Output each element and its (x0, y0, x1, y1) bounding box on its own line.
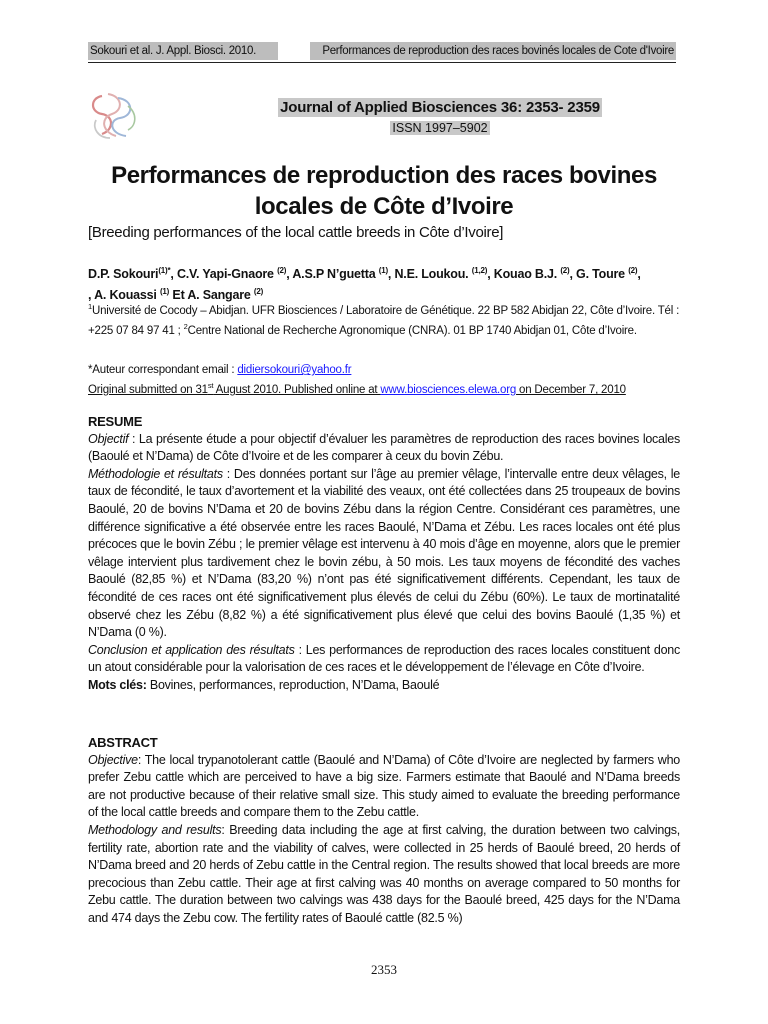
author-name: , A.S.P N’guetta (286, 267, 376, 282)
author-affil-mark: (2) (628, 266, 638, 275)
running-header (88, 42, 676, 63)
resume-heading: RESUME (88, 414, 143, 429)
abstract-objective-label: Objective (88, 752, 138, 767)
author-affil-mark: (2) (253, 287, 264, 297)
abstract-objective (88, 752, 680, 822)
paper-subtitle: [Breeding performances of the local cattle breeds in Côte d’Ivoire] (88, 224, 504, 241)
resume-conclusion-text: : Les performances de reproduction des races locales constituent donc un atout considérable pour la valorisation de ces races et le développement de l’élevage en Côte d’Ivoire. (88, 642, 680, 675)
author-name: , N.E. Loukou. (387, 267, 469, 282)
abstract-methodology (88, 822, 680, 928)
author-affil-mark: (1) (159, 287, 170, 297)
email-label: *Auteur correspondant email : (88, 364, 238, 376)
resume-objectif-label: Objectif (88, 431, 129, 446)
journal-title (200, 99, 680, 116)
author-affil-mark: (1)* (158, 266, 171, 275)
journal-issn-text: ISSN 1997–5902 (392, 121, 488, 135)
submission-line (88, 378, 680, 398)
resume-conclusion (88, 642, 680, 677)
affiliations (88, 299, 680, 340)
resume-methodologie-label: Méthodologie et résultats (88, 466, 223, 481)
resume-methodologie (88, 466, 680, 642)
affiliation-text: Université de Cocody – Abidjan. UFR Biosciences / Laboratoire de Génétique. 22 BP 582 Abidjan 22, Côte d’Ivoire. Tél : +225 07 84 97 41 ; (88, 304, 680, 338)
submission-text: on December 7, 2010 (516, 383, 626, 396)
author-name: D.P. Sokouri (88, 267, 159, 282)
page-number: 2353 (371, 962, 397, 977)
author-affil-mark: (2) (277, 266, 287, 275)
author-affil-mark: (2) (560, 266, 570, 275)
author-list: D.P. Sokouri$^{(1)*}$, C.V. Yapi-Gnaore $^{(2)}$, A.S.P N’guetta $^{(1)}$, N.E. Loukou. $^{(1,2)}$, Kouao B.J. $^{(2)}$, G. Toure $^{(2)}$, , A. Kouassi $^{(1)}$ Et A. Sangare $^{(2)}$ (88, 266, 641, 303)
author-name: , G. Toure (569, 267, 625, 282)
contact-info (88, 362, 680, 398)
resume-keywords (88, 677, 680, 695)
date-ordinal: st (207, 381, 214, 390)
abstract-objective-text: : The local trypanotolerant cattle (Baoulé and N’Dama) of Côte d’Ivoire are neglected by farmers who prefer Zebu cattle which are perceived to have a big size. Farmers estimate that Baoulé and N’Dama breeds are not productive because of their relative small size. This study aimed to evaluate the breeding performance of the local cattle breeds and compare them to the Zebu cattle. (88, 752, 680, 820)
journal-logo-icon (88, 90, 140, 142)
resume-section (88, 413, 680, 695)
abstract-methodology-text: : Breeding data including the age at first calving, the duration between two calvings, fertility rate, abortion rate and the viability of calves, were collected in 25 herds of Baoulé breed, 20 herds of N’Dama breed and 20 herds of Zebu cattle in the Central region. The results showed that local breeds are more precocious than Zebu cattle. Their age at first calving was 40 months on average compared to 50 months for Zebu cattle. The duration between two calvings was 438 days for the Baoulé breed, 425 days for the N’Dama and 474 days the Zebu cow. The fertility rates of Baoulé cattle (82.5 %) (88, 822, 680, 925)
resume-keywords-text: Bovines, performances, reproduction, N’Dama, Baoulé (146, 677, 440, 692)
resume-keywords-label: Mots clés: (88, 677, 147, 692)
author-name: , Kouao B.J. (487, 267, 558, 282)
author-name: , A. Kouassi (88, 288, 157, 303)
abstract-section (88, 734, 680, 928)
affiliation-mark: 2 (183, 322, 188, 332)
submission-text: August 2010. Published online at (213, 383, 381, 396)
journal-issn (200, 121, 680, 135)
abstract-methodology-label: Methodology and results (88, 822, 222, 837)
author-name: Et A. Sangare (169, 288, 251, 303)
running-header-citation: Sokouri et al. J. Appl. Biosci. 2010. (90, 45, 256, 57)
resume-methodologie-text: : Des données portant sur l’âge au premier vêlage, l’intervalle entre deux vêlages, le taux de fécondité, le taux d’avortement et la viabilité des veaux, ont été collectées dans 25 troupeaux de bovins Baoulé, 20 de bovins N’Dama et 20 de bovins Zébu dans la région Centre. Considérant ces paramètres, une différence significative a été observée entre les races Baoulé, N’Dama et Zébu. Les races locales ont été plus précoces que le bovin Zébu ; le premier vêlage est intervenu à 40 mois d’âge en moyenne, alors que le premier vêlage intervient plus tardivement chez le bovin zébu, à 50 mois. Les taux moyens de fécondité des vaches Baoulé (82,85 %) et N’Dama (83,20 %) n’ont pas été significativement différents. Cependant, les taux de fécondité de ces races ont été significativement plus élevés de celui du Zébu (60%). Le taux de mortinatalité observé chez les Zébu (8,82 %) a été significativement plus élevé que celui des bovins Baoulé (1,35 %) et N’Dama (0 %). (88, 466, 680, 640)
running-header-short-title: Performances de reproduction des races bovinés locales de Cote d'Ivoire (322, 45, 674, 57)
resume-conclusion-label: Conclusion et application des résultats (88, 642, 295, 657)
resume-objectif (88, 431, 680, 466)
author-name: , C.V. Yapi-Gnaore (170, 267, 274, 282)
paper-title: Performances de reproduction des races bovines locales de Côte d’Ivoire (111, 162, 657, 220)
resume-objectif-text: : La présente étude a pour objectif d’évaluer les paramètres de reproduction des races bovines locales (Baoulé et N’Dama) de Côte d’Ivoire et de les comparer à ceux du bovin Zébu. (88, 431, 680, 464)
website-link[interactable]: www.biosciences.elewa.org (380, 383, 517, 396)
corresponding-author-line (88, 362, 680, 378)
email-link[interactable]: didiersokouri@yahoo.fr (237, 364, 352, 376)
author-affil-mark: (1) (378, 266, 388, 275)
affiliation-text: Centre National de Recherche Agronomique (CNRA). 01 BP 1740 Abidjan 01, Côte d’Ivoire. (187, 325, 637, 338)
abstract-heading: ABSTRACT (88, 735, 158, 750)
affiliation-mark: 1 (88, 302, 92, 311)
submission-text: Original submitted on 31 (88, 383, 208, 396)
author-affil-mark: (1,2) (471, 266, 488, 275)
journal-title-text: Journal of Applied Biosciences 36: 2353- 2359 (280, 99, 600, 116)
